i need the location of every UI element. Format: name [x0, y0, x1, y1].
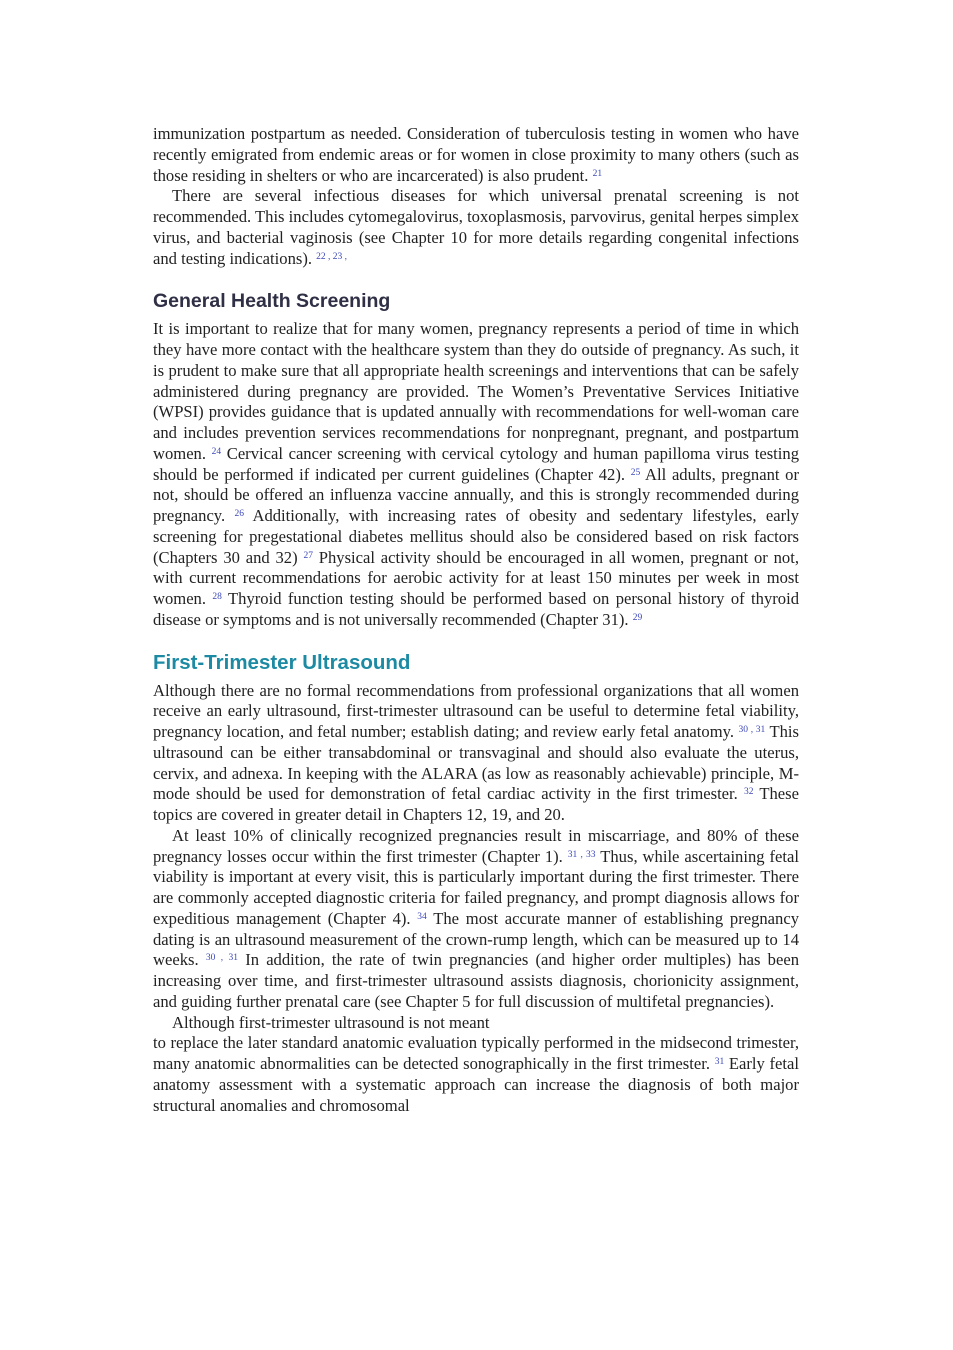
citation-link[interactable]: 32 — [744, 787, 754, 798]
paragraph-text: In addition, the rate of twin pregnancies (and higher order multiples) has been increasing over time, and first-trimester ultrasound assists diagnosis, chorionicity assignment, and guiding further prenatal care (see Chapter 5 for full discussion of multifetal pregnancies). — [153, 950, 799, 1011]
section-heading-general-health: General Health Screening — [153, 290, 391, 313]
paragraph-anatomy — [153, 1033, 799, 1116]
paragraph-text: Although there are no formal recommendations from professional organizations that all women receive an early ultrasound, first-trimester ultrasound can be useful to determine fetal viability, pregnancy location, and fetal number; establish dating; and review early fetal anatomy. — [153, 680, 799, 741]
paragraph-tuberculosis — [153, 124, 799, 186]
paragraph-text: Cervical cancer screening with cervical cytology and human papilloma virus testing should be performed if indicated per current guidelines (Chapter 42). — [153, 443, 799, 484]
citation-link[interactable]: 21 — [592, 168, 603, 179]
citation-link[interactable]: 30 , 31 — [738, 725, 766, 735]
paragraph-text: immunization postpartum as needed. Consideration of tuberculosis testing in women who have recently emigrated from endemic areas or for women in close proximity to many others (such as those residing in shelters or who are incarcerated) is also prudent. — [153, 124, 799, 185]
paragraph-text: These topics are covered in greater detail in Chapters 12, 19, and 20. — [153, 784, 799, 824]
paragraph-text: Additionally, with increasing rates of obesity and sedentary lifestyles, early screening for pregestational diabetes mellitus should also be considered based on risk factors (Chapters 30 and 32) — [153, 506, 800, 567]
paragraph-text: The most accurate manner of establishing pregnancy dating is an ultrasound measurement of the crown-rump length, which can be measured up to 14 weeks. — [153, 908, 799, 970]
citation-link[interactable]: 26 — [234, 509, 245, 519]
paragraph-text: Physical activity should be encouraged in all women, pregnant or not, with current recommendations for aerobic activity for at least 150 minutes per week in most women. — [153, 547, 799, 608]
paragraph-early-ultrasound — [153, 681, 799, 826]
citation-link[interactable]: 27 — [303, 550, 313, 561]
paragraph-text: There are several infectious diseases for which universal prenatal screening is not recommended. This includes cytomegalovirus, toxoplasmosis, parvovirus, genital herpes simplex virus, and bacterial vaginosis (see Chapter 10 for more details regarding congenital infections and testing indications). — [153, 186, 799, 268]
document-page — [153, 124, 799, 1116]
paragraph-text: Thus, while ascertaining fetal viability is important at every visit, this is particularly important during the first trimester. There are commonly accepted diagnostic criteria for failed pregnancy, and prompt diagnosis allows for expeditious management (Chapter 4). — [153, 846, 800, 928]
paragraph-text: Thyroid function testing should be performed based on personal history of thyroid disease or symptoms and is not universally recommended (Chapter 31). — [153, 589, 799, 629]
citation-link[interactable]: 31 , 33 — [567, 849, 596, 860]
paragraph-text: Early fetal anatomy assessment with a systematic approach can increase the diagnosis of both major structural anomalies and chromosomal — [153, 1054, 800, 1115]
paragraph-text: This ultrasound can be either transabdominal or transvaginal and should also evaluate the uterus, cervix, and adnexa. In keeping with the ALARA (as low as reasonably achievable) principle, M-mode should be used for demonstration of fetal cardiac activity in the first trimester. — [153, 722, 799, 804]
citation-link[interactable]: 22 , 23 , — [316, 251, 348, 262]
citation-link[interactable]: 29 — [632, 612, 643, 623]
citation-link[interactable]: 30 , 31 — [205, 953, 238, 964]
paragraph-general-health — [153, 319, 799, 630]
citation-link[interactable]: 31 — [714, 1057, 725, 1067]
paragraph-text: At least 10% of clinically recognized pregnancies result in miscarriage, and 80% of these pregnancy losses occur within the first trimester (Chapter 1). — [153, 825, 799, 866]
paragraph-miscarriage — [153, 826, 799, 1013]
paragraph-text: All adults, pregnant or not, should be offered an influenza vaccine annually, and this is strongly recommended during pregnancy. — [153, 464, 800, 525]
paragraph-infectious-diseases — [153, 186, 799, 269]
citation-link[interactable]: 28 — [212, 592, 222, 602]
paragraph-text: It is important to realize that for many women, pregnancy represents a period of time in which they have more contact with the healthcare system than they do outside of pregnancy. As such, it is prudent to make sure that all appropriate health screenings and interventions that can be safely administered during pregnancy are provided. The Women’s Preventative Services Initiative (WPSI) provides guidance that is updated annually with recommendations for well-woman care and includes prevention services recommendations for nonpregnant, pregnant, and postpartum women. — [153, 319, 799, 463]
citation-link[interactable]: 24 — [211, 446, 222, 457]
section-heading-first-trimester: First-Trimester Ultrasound — [153, 650, 411, 674]
paragraph-text: to replace the later standard anatomic evaluation typically performed in the midsecond trimester, many anatomic abnormalities can be detected sonographically in the first trimester. — [153, 1033, 799, 1073]
citation-link[interactable]: 34 — [417, 911, 427, 922]
citation-link[interactable]: 25 — [630, 467, 641, 478]
paragraph-line-fragment: Although first-trimester ultrasound is not meant — [172, 1012, 490, 1032]
